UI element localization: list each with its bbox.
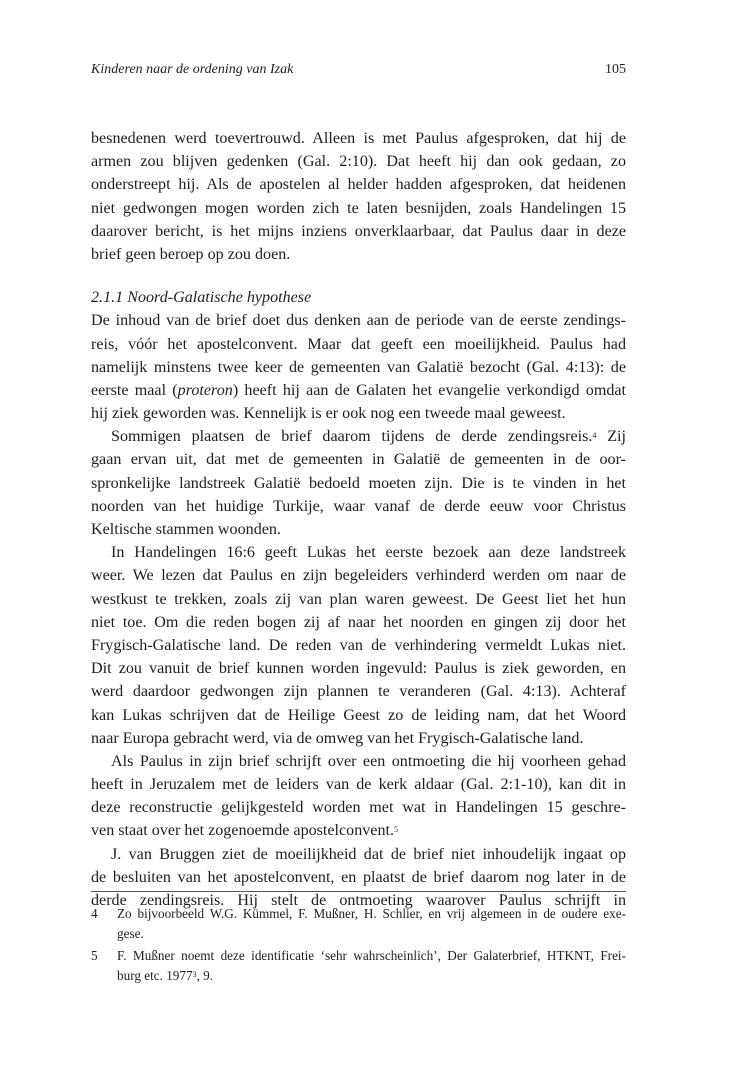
text-line: niet gedwongen mogen worden zich te laten besnijden, zoals Handelingen 15: [91, 199, 626, 217]
text-segment: ) heeft hij aan de Galaten het evangelie verkondigd omdat: [232, 381, 626, 399]
footnote-line: F. Mußner noemt deze identificatie ‘sehr wahrscheinlich’, Der Galaterbrief, HTKNT, Frei-: [117, 948, 626, 963]
paragraph: [91, 843, 626, 913]
text-line: armen zou blijven gedenken (Gal. 2:10). Dat heeft hij dan ook gedaan, zo: [91, 153, 626, 171]
text-line: naar Europa gebracht werd, via de omweg van het Frygisch-Galatische land.: [91, 729, 584, 747]
footnote-line: gese.: [117, 925, 144, 941]
text-line: daarover bericht, is het mijns inziens onverklaarbaar, dat Paulus daar in deze: [91, 222, 626, 240]
footnote-5: [91, 946, 626, 985]
text-segment: , 9.: [196, 967, 214, 983]
footnotes: [91, 904, 626, 988]
running-head: [91, 62, 626, 82]
footnote-ref-4[interactable]: 4: [592, 431, 597, 441]
text-line: de besluiten van het apostelconvent, en plaatst de brief daarom nog later in de: [91, 868, 626, 886]
text-segment: Zij: [596, 428, 626, 446]
text-line: [91, 819, 626, 842]
section: [91, 286, 626, 425]
text-line: niet toe. Om die reden bogen zij af naar het noorden en gingen zij door het: [91, 613, 626, 631]
text-segment: burg etc. 1977: [117, 967, 193, 983]
emphasis-term: proteron: [177, 381, 233, 399]
footnote-line: Zo bijvoorbeeld W.G. Kümmel, F. Mußner, H. Schlier, en vrij algemeen in de oudere exe-: [117, 906, 626, 921]
footnote-ref-5[interactable]: 5: [393, 825, 398, 835]
paragraph: [91, 750, 626, 843]
text-line: brief geen beroep op zou doen.: [91, 245, 291, 263]
section-heading: 2.1.1 Noord-Galatische hypothese: [91, 289, 312, 307]
text-line: noorden van het huidige Turkije, waar vanaf de derde eeuw voor Christus: [91, 497, 626, 515]
footnote-line: [117, 966, 626, 986]
footnote-4: [91, 904, 626, 943]
page-number: 105: [605, 62, 626, 77]
text-line: [91, 425, 626, 448]
text-line: Frygisch-Galatische land. De reden van de verhindering vermeldt Lukas niet.: [91, 636, 626, 654]
text-line: derde zendingsreis. Hij stelt de ontmoeting waarover Paulus schrijft in: [91, 892, 626, 909]
text-line: J. van Bruggen ziet de moeilijkheid dat de brief niet inhoudelijk ingaat op: [111, 845, 626, 863]
text-line: gaan ervan uit, dat met de gemeenten in Galatië de gemeenten in de oor-: [91, 451, 626, 469]
paragraph: [91, 127, 626, 266]
text-line: onderstreept hij. Als de apostelen al helder hadden afgesproken, dat heidenen: [91, 176, 626, 194]
text-segment: ven staat over het zogenoemde apostelconvent.: [91, 822, 394, 840]
main-text: [91, 127, 626, 912]
footnote-number: 5: [91, 948, 98, 963]
running-title: Kinderen naar de ordening van Izak: [91, 62, 294, 77]
text-line: kan Lukas schrijven dat de Heilige Geest zo de leiding nam, dat het Woord: [91, 706, 626, 724]
text-line: weer. We lezen dat Paulus en zijn begeleiders verhinderd werden om naar de: [91, 567, 626, 585]
text-line: namelijk minstens twee keer de gemeenten van Galatië bezocht (Gal. 4:13): de: [91, 358, 626, 376]
text-line: De inhoud van de brief doet dus denken aan de periode van de eerste zendings-: [91, 312, 626, 330]
text-line: Dit zou vanuit de brief kunnen worden ingevuld: Paulus is ziek geworden, en: [91, 660, 626, 678]
text-line: deze reconstructie gelijkgesteld worden met wat in Handelingen 15 geschre-: [91, 799, 626, 817]
paragraph: [91, 541, 626, 750]
text-line: besnedenen werd toevertrouwd. Alleen is met Paulus afgesproken, dat hij de: [91, 130, 626, 147]
footnote-number: 4: [91, 906, 98, 921]
text-segment: eerste maal (: [91, 381, 178, 399]
text-line: heeft in Jeruzalem met de leiders van de kerk aldaar (Gal. 2:1-10), kan dit in: [91, 776, 626, 794]
text-line: reis, vóór het apostelconvent. Maar dat geeft een moeilijkheid. Paulus had: [91, 335, 626, 353]
footnote-divider: [91, 891, 626, 892]
text-line: westkust te trekken, zoals zij van plan waren geweest. De Geest liet het hun: [91, 590, 626, 608]
paragraph: [91, 425, 626, 541]
edition-superscript: 3: [192, 969, 197, 979]
text-line: Keltische stammen woonden.: [91, 521, 281, 538]
text-line: werd daardoor gedwongen zijn plannen te veranderen (Gal. 4:13). Achteraf: [91, 683, 626, 701]
text-line: [91, 379, 626, 402]
text-line: hij ziek geworden was. Kennelijk is er ook nog een tweede maal geweest.: [91, 405, 566, 423]
text-segment: Sommigen plaatsen de brief daarom tijdens de derde zendingsreis.: [111, 428, 593, 446]
text-line: spronkelijke landstreek Galatië bedoeld moeten zijn. Die is te vinden in het: [91, 474, 626, 492]
text-line: In Handelingen 16:6 geeft Lukas het eerste bezoek aan deze landstreek: [111, 544, 626, 562]
text-line: Als Paulus in zijn brief schrijft over een ontmoeting die hij voorheen gehad: [111, 752, 626, 770]
